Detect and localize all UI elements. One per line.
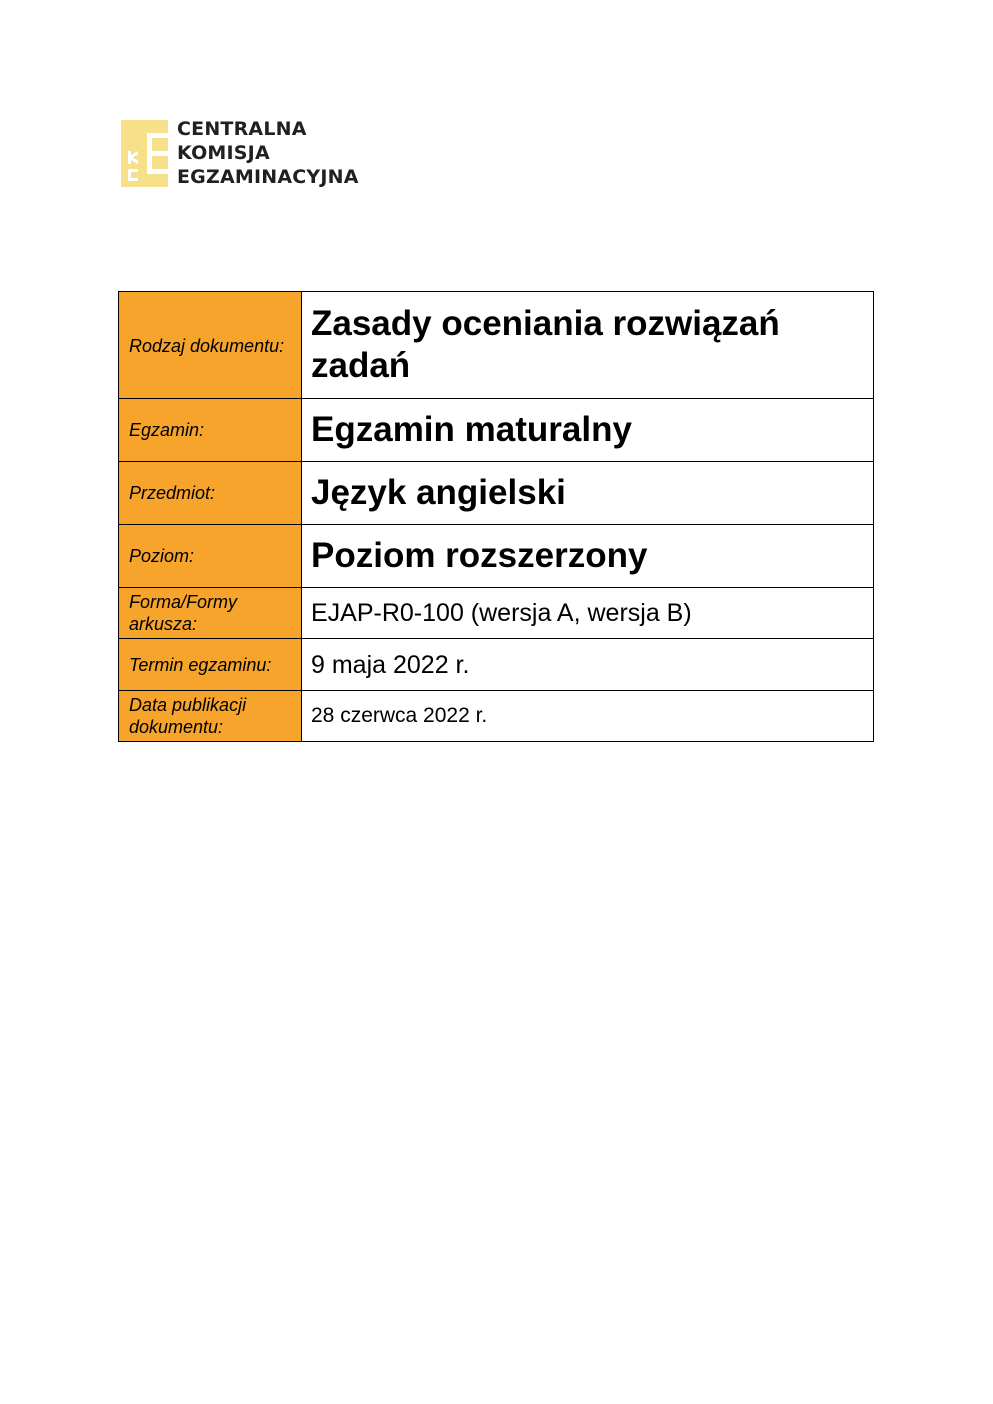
row-label: Przedmiot: xyxy=(119,462,302,525)
table-row-exam-date xyxy=(119,639,874,691)
row-value: EJAP-R0-100 (wersja A, wersja B) xyxy=(302,588,874,639)
document-info-table xyxy=(118,291,874,742)
row-label: Rodzaj dokumentu: xyxy=(119,292,302,399)
row-value: Egzamin maturalny xyxy=(302,399,874,462)
row-value: Język angielski xyxy=(302,462,874,525)
cke-logo-text xyxy=(177,117,359,189)
row-label: Data publikacji dokumentu: xyxy=(119,691,302,742)
row-label: Poziom: xyxy=(119,525,302,588)
logo-line-1: CENTRALNA xyxy=(177,118,307,140)
logo-line-3: EGZAMINACYJNA xyxy=(177,166,359,188)
logo-line-2: KOMISJA xyxy=(177,142,270,164)
table-row-exam xyxy=(119,399,874,462)
row-label: Egzamin: xyxy=(119,399,302,462)
table-row-publication-date xyxy=(119,691,874,742)
table-row-document-type xyxy=(119,292,874,399)
row-label: Termin egzaminu: xyxy=(119,639,302,691)
table-row-subject xyxy=(119,462,874,525)
row-label: Forma/Formy arkusza: xyxy=(119,588,302,639)
row-value: 9 maja 2022 r. xyxy=(302,639,874,691)
row-value: Zasady oceniania rozwiązań zadań xyxy=(302,292,874,399)
table-row-sheet-form xyxy=(119,588,874,639)
cke-logo xyxy=(121,119,359,187)
row-value: Poziom rozszerzony xyxy=(302,525,874,588)
table-row-level xyxy=(119,525,874,588)
cke-logo-mark xyxy=(121,120,168,187)
row-value: 28 czerwca 2022 r. xyxy=(302,691,874,742)
